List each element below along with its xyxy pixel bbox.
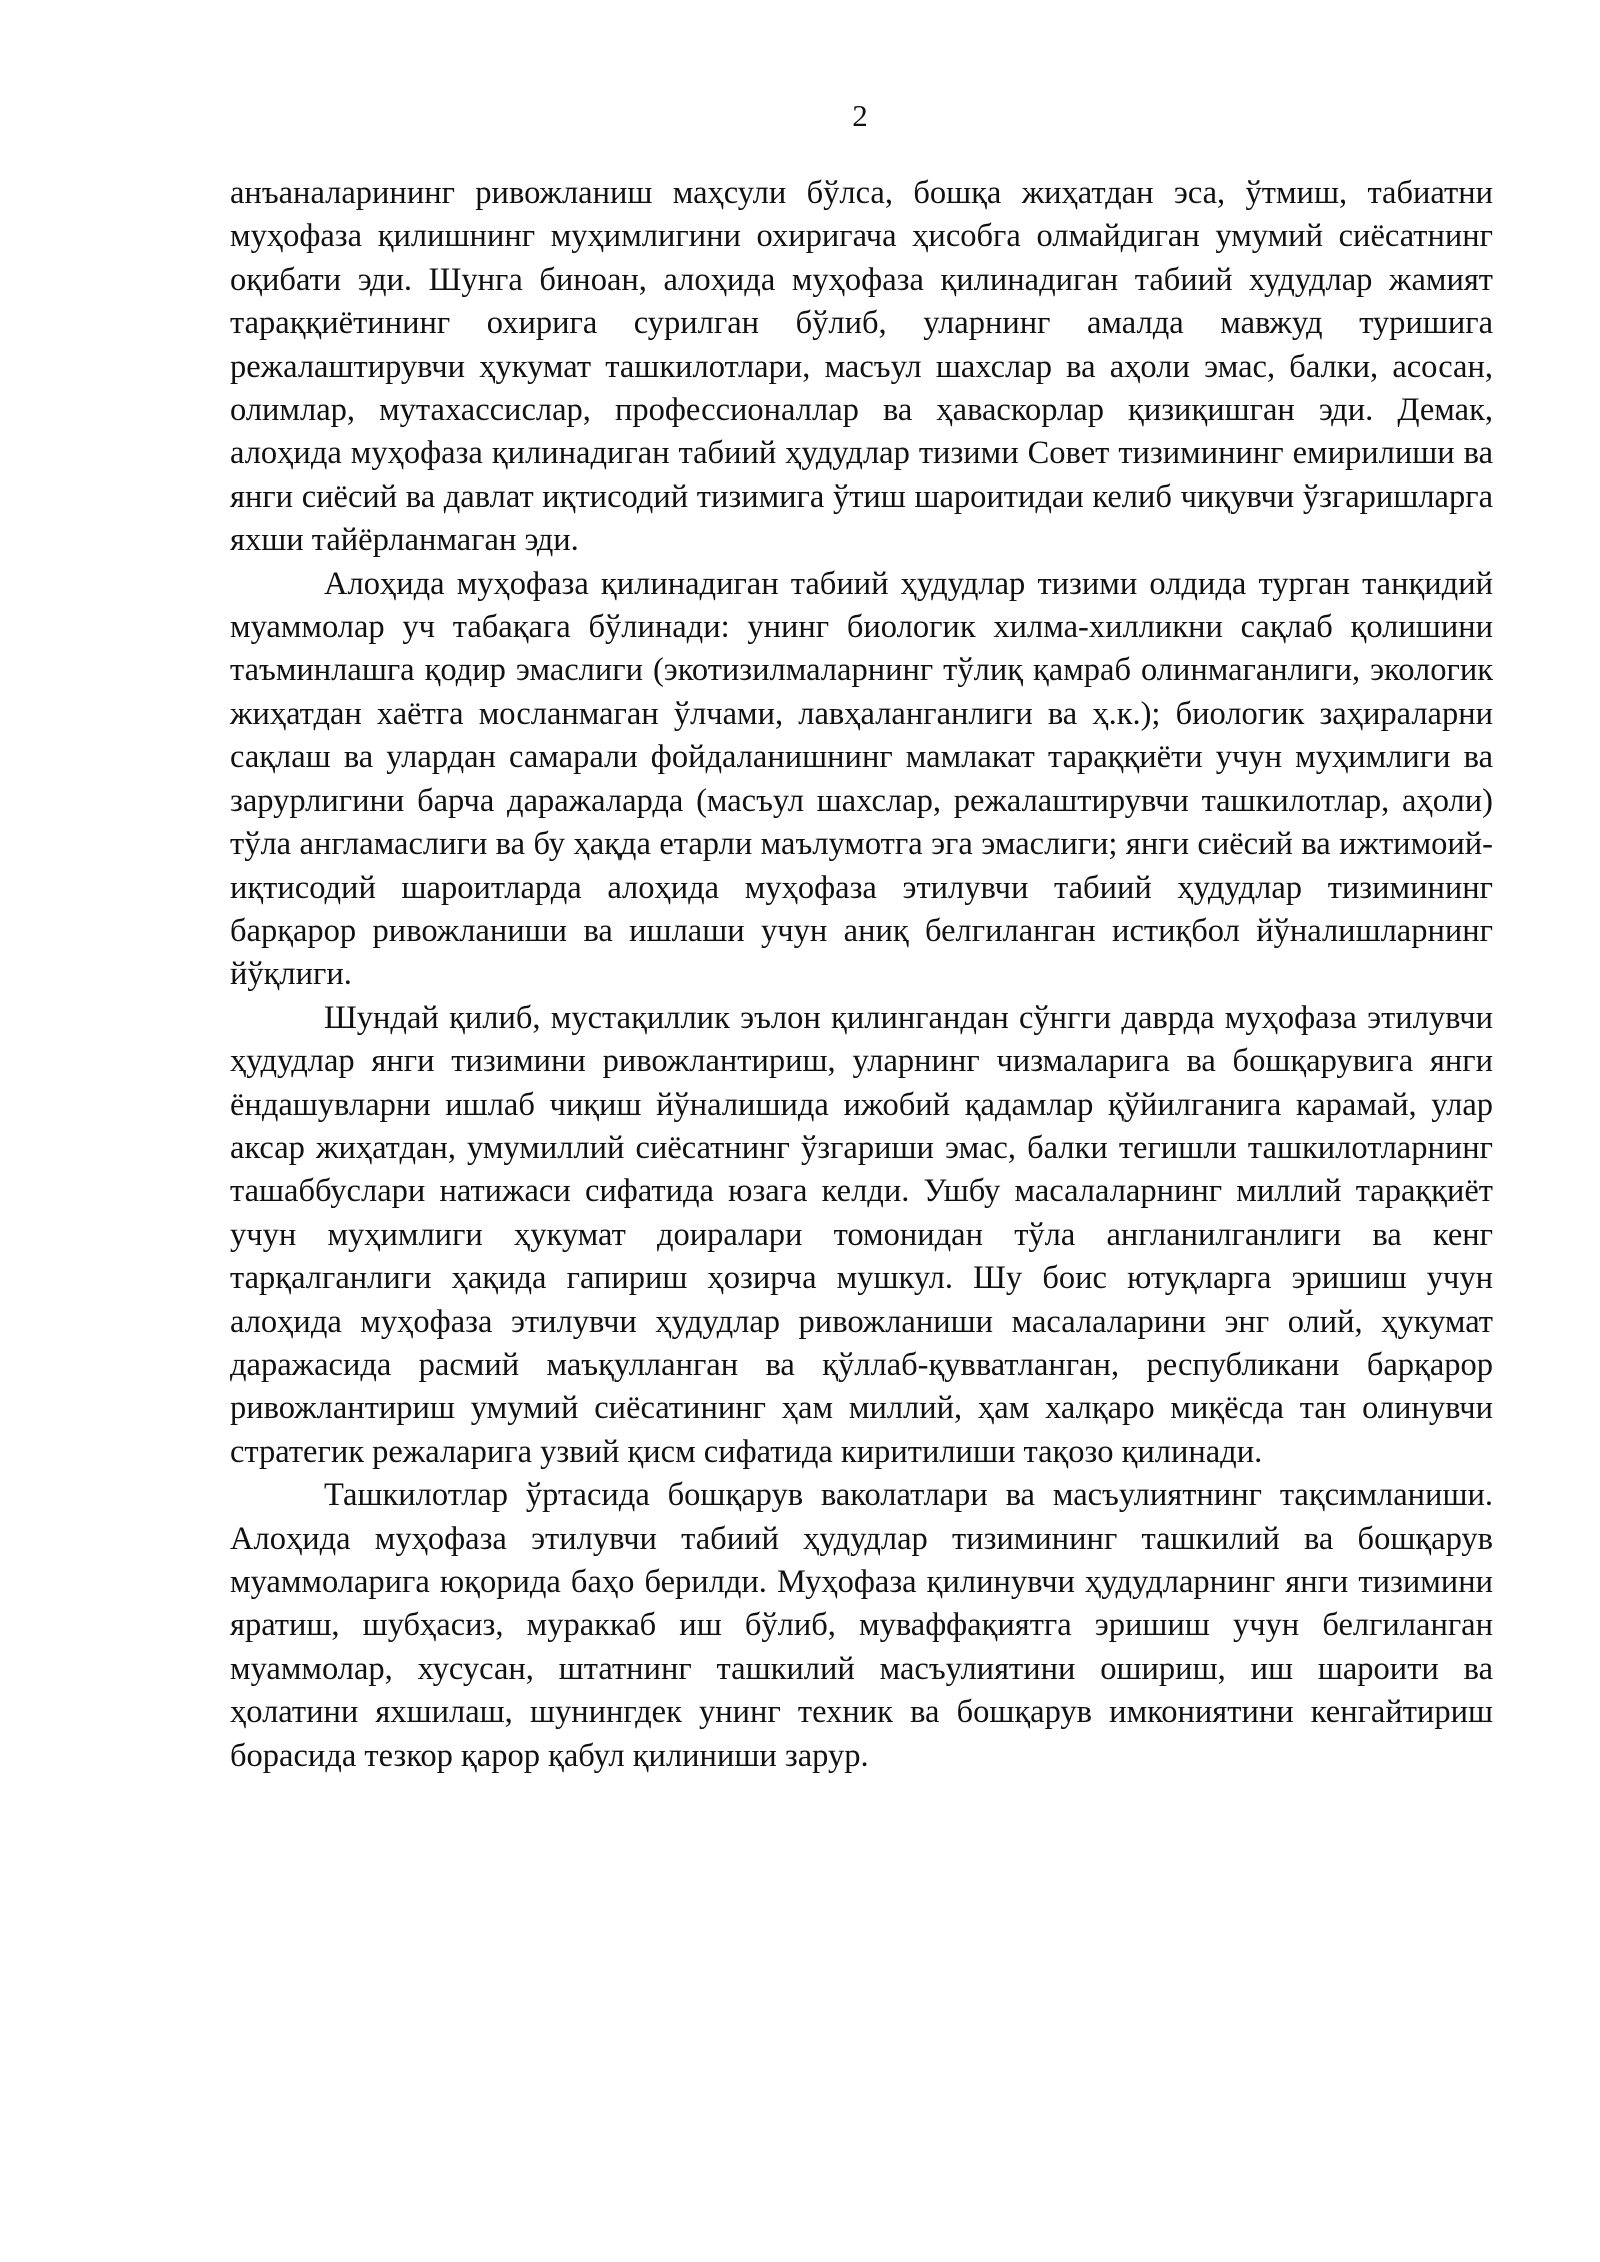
body-text bbox=[230, 172, 1493, 1778]
paragraph-organizations: Ташкилотлар ўртасида бошқарув ваколатлари ва масъулиятнинг тақсимланиши. Алоҳида муҳофаза этилувчи табиий ҳудудлар тизимининг ташкилий ва бошқарув муаммоларига юқорида баҳо берилди. Муҳофаза қилинувчи ҳудудларнинг янги тизимини яратиш, шубҳасиз, мураккаб иш бўлиб, муваффақиятга эришиш учун белгиланган муаммолар, хусусан, штатнинг ташкилий масъулиятини ошириш, иш шароити ва ҳолатини яхшилаш, шунингдек унинг техник ва бошқарув имкониятини кенгайтириш борасида тезкор қарор қабул қилиниши зарур. bbox=[230, 1477, 1493, 1774]
page-number: 2 bbox=[852, 98, 868, 133]
paragraph-continuation: анъаналарининг ривожланиш маҳсули бўлса, бошқа жиҳатдан эса, ўтмиш, табиатни муҳофаза қилишнинг муҳимлигини охиригача ҳисобга олмайдиган умумий сиёсатнинг оқибати эди. Шунга биноан, алоҳида муҳофаза қилинадиган табиий худудлар жамият тараққиётининг охирига сурилган бўлиб, уларнинг амалда мавжуд туришига режалаштирувчи ҳукумат ташкилотлари, масъул шахслар ва аҳоли эмас, балки, асосан, олимлар, мутахассислар, профессионаллар ва ҳаваскорлар қизиқишган эди. Демак, алоҳида муҳофаза қилинадиган табиий ҳудудлар тизими Совет тизимининг емирилиши ва янги сиёсий ва давлат иқтисодий тизимига ўтиш шароитидаи келиб чиқувчи ўзгаришларга яхши тайёрланмаган эди. bbox=[230, 175, 1493, 559]
paragraph-independence-period: Шундай қилиб, мустақиллик эълон қилингандан сўнгги даврда муҳофаза этилувчи ҳудудлар янги тизимини ривожлантириш, уларнинг чизмаларига ва бошқарувига янги ёндашувларни ишлаб чиқиш йўналишида ижобий қадамлар қўйилганига карамай, улар аксар жиҳатдан, умумиллий сиёсатнинг ўзгариши эмас, балки тегишли ташкилотларнинг ташаббуслари натижаси сифатида юзага келди. Ушбу масалаларнинг миллий тараққиёт учун муҳимлиги ҳукумат доиралари томонидан тўла англанилганлиги ва кенг тарқалганлиги ҳақида гапириш ҳозирча мушкул. Шу боис ютуқларга эришиш учун алоҳида муҳофаза этилувчи ҳудудлар ривожланиши масалаларини энг олий, ҳукумат даражасида расмий маъқулланган ва қўллаб-қувватланган, республикани барқарор ривожлантириш умумий сиёсатининг ҳам миллий, ҳам халқаро миқёсда тан олинувчи стратегик режаларига узвий қисм сифатида киритилиши тақозо қилинади. bbox=[230, 999, 1493, 1470]
paragraph-critical-problems: Алоҳида муҳофаза қилинадиган табиий ҳудудлар тизими олдида турган танқидий муаммолар уч табақага бўлинади: унинг биологик хилма-хилликни сақлаб қолишини таъминлашга қодир эмаслиги (экотизилмаларнинг тўлиқ қамраб олинмаганлиги, экологик жиҳатдан хаётга мосланмаган ўлчами, лавҳаланганлиги ва ҳ.к.); биологик заҳираларни сақлаш ва улардан самарали фойдаланишнинг мамлакат тараққиёти учун муҳимлиги ва зарурлигини барча даражаларда (масъул шахслар, режалаштирувчи ташкилотлар, аҳоли) тўла англамаслиги ва бу ҳақда етарли маълумотга эга эмаслиги; янги сиёсий ва ижтимоий-иқтисодий шароитларда алоҳида муҳофаза этилувчи табиий ҳудудлар тизимининг барқарор ривожланиши ва ишлаши учун аниқ белгиланган истиқбол йўналишларнинг йўқлиги. bbox=[230, 565, 1493, 993]
